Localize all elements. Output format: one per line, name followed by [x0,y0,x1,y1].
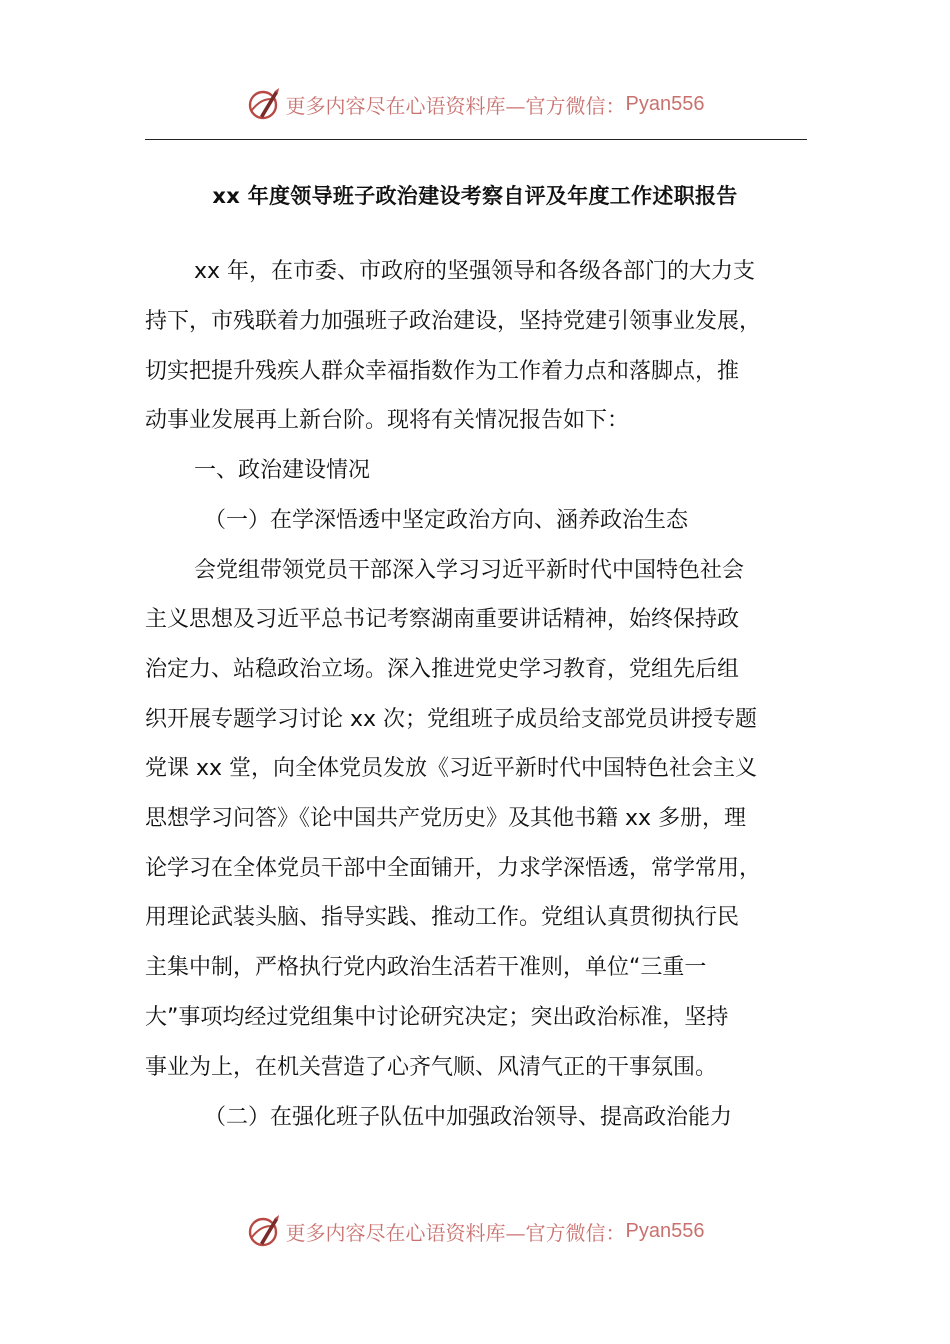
paragraph-line: 论学习在全体党员干部中全面铺开，力求学深悟透，常学常用， [145,856,762,881]
banner-wechat-id: Pyan556 [625,1219,705,1242]
banner-wechat-id: Pyan556 [625,92,705,115]
paragraph-line: 会党组带领党员干部深入学习习近平新时代中国特色社会 [194,558,745,583]
banner-text: 更多内容尽在心语资料库—官方微信： [285,1220,626,1245]
document-title: xx 年度领导班子政治建设考察自评及年度工作述职报告 [212,184,738,208]
header-divider [145,139,807,140]
header-banner [0,84,950,124]
paragraph-line: 党课 xx 堂，向全体党员发放《习近平新时代中国特色社会主义 [145,756,758,781]
section-heading: 一、政治建设情况 [194,458,371,483]
paragraph-line: 动事业发展再上新台阶。现将有关情况报告如下： [145,408,630,433]
banner-text: 更多内容尽在心语资料库—官方微信： [285,93,626,118]
paragraph-line: 用理论武装头脑、指导实践、推动工作。党组认真贯彻执行民 [145,905,740,930]
paragraph-line: 持下，市残联着力加强班子政治建设，坚持党建引领事业发展， [145,309,762,334]
paragraph-line: 织开展专题学习讨论 xx 次；党组班子成员给支部党员讲授专题 [145,707,758,732]
paragraph-line: 大”事项均经过党组集中讨论研究决定；突出政治标准，坚持 [145,1005,729,1030]
pen-logo-icon [246,1213,282,1249]
subsection-heading: （一）在学深悟透中坚定政治方向、涵养政治生态 [204,508,689,533]
paragraph-line: 治定力、站稳政治立场。深入推进党史学习教育，党组先后组 [145,657,740,682]
subsection-heading: （二）在强化班子队伍中加强政治领导、提高政治能力 [204,1105,733,1130]
paragraph-line: 事业为上，在机关营造了心齐气顺、风清气正的干事氛围。 [145,1055,718,1080]
paragraph-line: 思想学习问答》《论中国共产党历史》及其他书籍 xx 多册，理 [145,806,747,831]
footer-banner [0,1211,950,1251]
paragraph-line: xx 年，在市委、市政府的坚强领导和各级各部门的大力支 [194,259,756,284]
paragraph-line: 切实把提升残疾人群众幸福指数作为工作着力点和落脚点，推 [145,359,740,384]
paragraph-line: 主集中制，严格执行党内政治生活若干准则，单位“三重一 [145,955,707,980]
pen-logo-icon [246,86,282,122]
paragraph-line: 主义思想及习近平总书记考察湖南重要讲话精神，始终保持政 [145,607,740,632]
